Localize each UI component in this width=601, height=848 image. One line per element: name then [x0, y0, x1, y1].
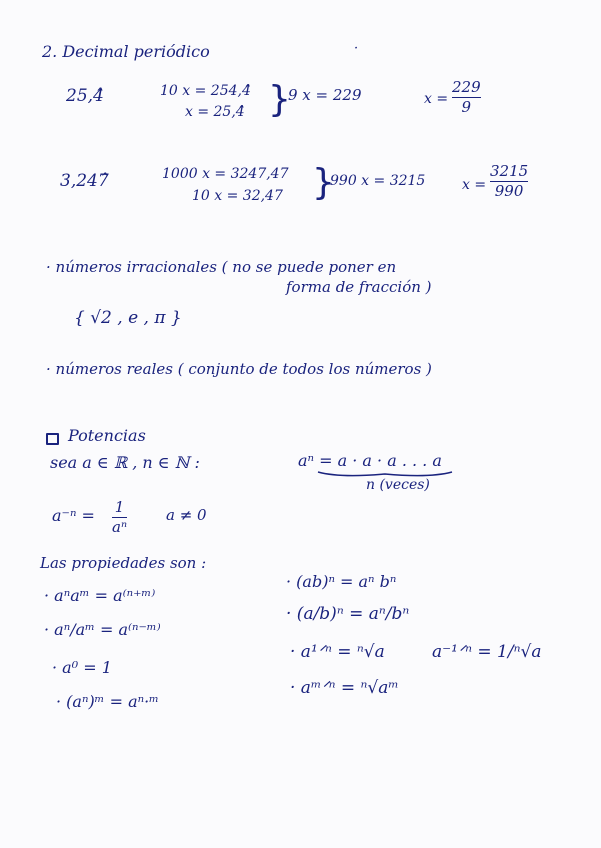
negative-exponent-denominator: aⁿ: [112, 518, 128, 536]
potencias-veces: n (veces): [366, 477, 430, 493]
example2-brace: }: [312, 162, 335, 203]
section-heading-decimal-periodico: 2. Decimal periódico: [42, 42, 210, 61]
example2-numerator: 3215: [490, 162, 529, 180]
example1-brace: }: [268, 79, 291, 120]
negative-exponent-lhs: a⁻ⁿ =: [52, 506, 95, 525]
irracionales-line1: · números irracionales ( no se puede poner en: [46, 258, 397, 276]
reales-line: · números reales ( conjunto de todos los números ): [46, 360, 432, 378]
example1-number: 25,4̂: [66, 86, 104, 106]
example2-x-label: x =: [462, 177, 487, 193]
example1-denominator: 9: [461, 98, 472, 116]
example2-result: 990 x = 3215: [330, 173, 426, 189]
example1-equation1: 10 x = 254,4̂: [160, 83, 251, 99]
potencias-sea: sea a ∈ ℝ , n ∈ ℕ :: [50, 453, 200, 472]
example2-equation1: 1000 x = 3247,47: [162, 166, 289, 182]
example2-denominator: 990: [494, 182, 524, 200]
irracionales-set: { √2 , e , π }: [74, 308, 182, 328]
property-left-1: · aⁿaᵐ = a⁽ⁿ⁺ᵐ⁾: [44, 586, 156, 605]
negative-exponent-numerator: 1: [114, 498, 125, 516]
property-right-1: · (ab)ⁿ = aⁿ bⁿ: [286, 572, 397, 591]
property-left-2: · aⁿ/aᵐ = a⁽ⁿ⁻ᵐ⁾: [44, 620, 161, 639]
example1-x-label: x =: [424, 91, 449, 107]
property-right-2: · (a/b)ⁿ = aⁿ/bⁿ: [286, 604, 410, 624]
example1-equation2: x = 25,4̂: [185, 104, 245, 120]
irracionales-line2: forma de fracción ): [286, 278, 432, 296]
example2-number: 3,247̂: [60, 171, 109, 191]
property-right-3: · a¹ᐟⁿ = ⁿ√a: [290, 642, 385, 662]
property-left-4: · (aⁿ)ᵐ = aⁿ·ᵐ: [56, 692, 159, 711]
property-right-extra: a⁻¹ᐟⁿ = 1/ⁿ√a: [432, 642, 542, 662]
negative-exponent-condition: a ≠ 0: [166, 506, 207, 524]
potencias-heading: Potencias: [68, 426, 146, 445]
negative-exponent-fraction: [112, 500, 127, 535]
stray-mark: ·: [354, 41, 359, 56]
underbrace-path: [318, 472, 452, 476]
propiedades-heading: Las propiedades son :: [40, 554, 207, 572]
example1-numerator: 229: [452, 78, 481, 96]
property-left-3: · a⁰ = 1: [52, 658, 112, 677]
property-right-4: · aᵐᐟⁿ = ⁿ√aᵐ: [290, 678, 399, 698]
potencias-definition: aⁿ = a · a · a . . . a: [298, 451, 442, 470]
example2-equation2: 10 x = 32,47: [192, 188, 283, 204]
example1-result: 9 x = 229: [288, 86, 362, 104]
